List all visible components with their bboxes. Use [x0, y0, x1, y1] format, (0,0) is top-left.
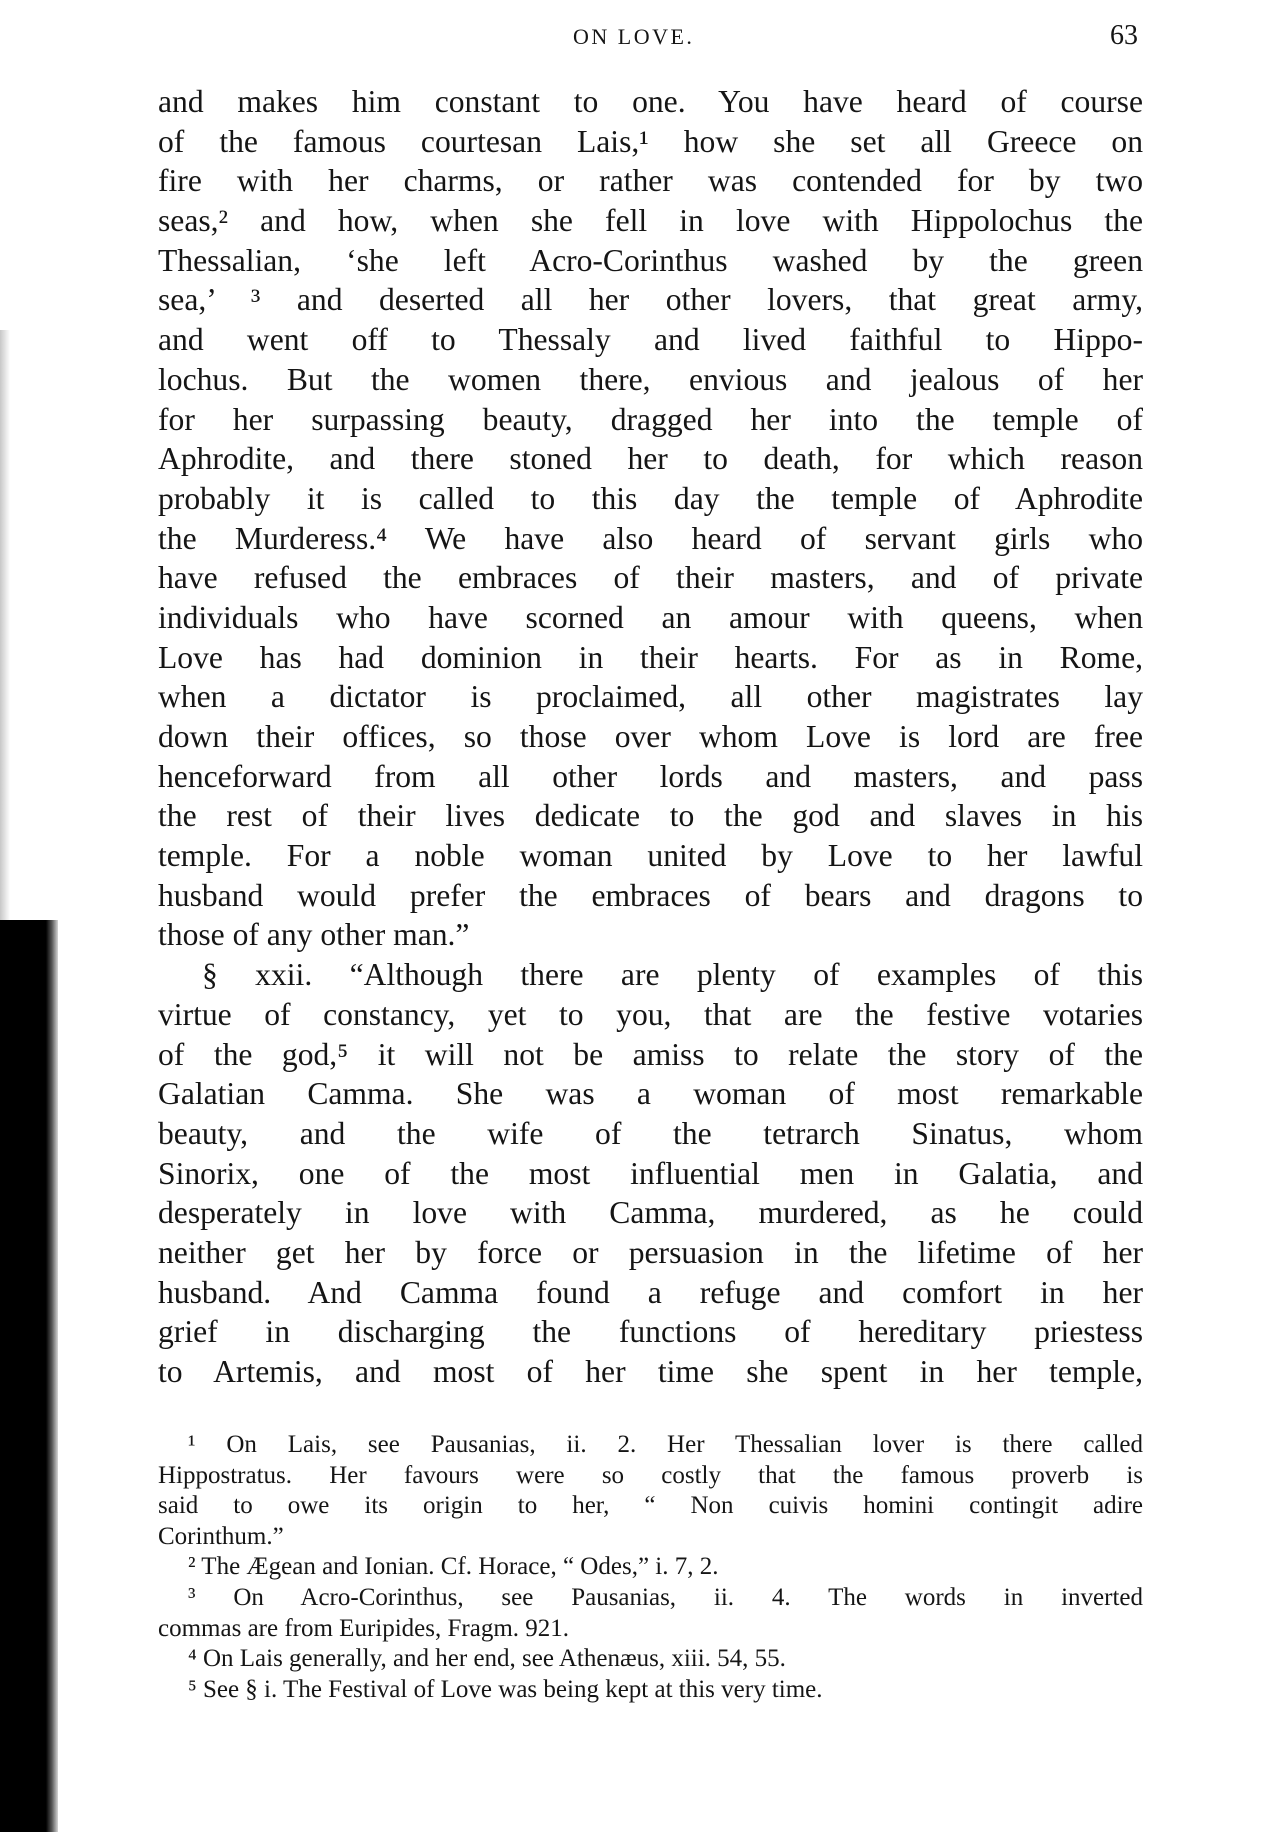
- text-line: husband. And Camma found a refuge and comfort in her: [158, 1274, 1143, 1310]
- paragraph-end-line: those of any other man.”: [158, 917, 470, 953]
- main-text: [158, 82, 1143, 1392]
- text-line: and went off to Thessaly and lived faithful to Hippo-: [158, 322, 1143, 358]
- text-line: temple. For a noble woman united by Love to her lawful: [158, 838, 1143, 874]
- text-line: Galatian Camma. She was a woman of most remarkable: [158, 1076, 1143, 1112]
- text-line: probably it is called to this day the temple of Aphrodite: [158, 480, 1143, 516]
- footnote-3: ³ On Acro-Corinthus, see Pausanias, ii. 4. The words in inverted: [188, 1583, 1143, 1611]
- text-line: have refused the embraces of their masters, and of private: [158, 560, 1143, 596]
- text-line: Love has had dominion in their hearts. For as in Rome,: [158, 639, 1143, 675]
- text-line: down their offices, so those over whom Love is lord are free: [158, 719, 1143, 754]
- page-number: 63: [1110, 20, 1138, 51]
- text-line: husband would prefer the embraces of bears and dragons to: [158, 877, 1143, 913]
- text-line: and makes him constant to one. You have heard of course: [158, 84, 1143, 119]
- text-line: of the famous courtesan Lais,¹ how she set all Greece on: [158, 123, 1143, 159]
- text-line: desperately in love with Camma, murdered, as he could: [158, 1195, 1143, 1231]
- footnote-5: ⁵ See § i. The Festival of Love was being kept at this very time.: [188, 1675, 823, 1703]
- text-line: for her surpassing beauty, dragged her into the temple of: [158, 401, 1143, 437]
- text-line: the rest of their lives dedicate to the god and slaves in his: [158, 798, 1143, 834]
- section-start-line: § xxii. “Although there are plenty of examples of this: [202, 957, 1143, 993]
- footnote-1: ¹ On Lais, see Pausanias, ii. 2. Her Thessalian lover is there called: [188, 1431, 1143, 1458]
- footnote-line: commas are from Euripides, Fragm. 921.: [158, 1614, 570, 1642]
- running-head: ON LOVE.: [573, 24, 695, 49]
- text-line: henceforward from all other lords and masters, and pass: [158, 758, 1143, 794]
- text-line: to Artemis, and most of her time she spent in her temple,: [158, 1354, 1143, 1389]
- book-binding-edge: [0, 920, 58, 1832]
- text-line: virtue of constancy, yet to you, that are the festive votaries: [158, 996, 1143, 1032]
- text-line: lochus. But the women there, envious and jealous of her: [158, 361, 1143, 397]
- page-edge-shadow: [0, 330, 10, 930]
- text-line: Aphrodite, and there stoned her to death, for which reason: [158, 441, 1143, 477]
- text-line: of the god,⁵ it will not be amiss to relate the story of the: [158, 1036, 1143, 1072]
- text-line: seas,² and how, when she fell in love with Hippolochus the: [158, 203, 1143, 239]
- text-line: neither get her by force or persuasion in the lifetime of her: [158, 1234, 1143, 1270]
- page-header: [158, 20, 1158, 60]
- footnote-line: said to owe its origin to her, “ Non cuivis homini contingit adire: [158, 1492, 1143, 1520]
- footnote-4: ⁴ On Lais generally, and her end, see Athenæus, xiii. 54, 55.: [188, 1645, 786, 1673]
- text-line: when a dictator is proclaimed, all other magistrates lay: [158, 679, 1143, 715]
- text-line: beauty, and the wife of the tetrarch Sinatus, whom: [158, 1115, 1143, 1151]
- text-line: fire with her charms, or rather was contended for by two: [158, 163, 1143, 199]
- text-line: sea,’ ³ and deserted all her other lovers, that great army,: [158, 282, 1143, 318]
- footnote-line: Corinthum.”: [158, 1522, 284, 1550]
- text-line: Sinorix, one of the most influential men in Galatia, and: [158, 1155, 1143, 1191]
- footnotes: [158, 1430, 1143, 1705]
- text-line: the Murderess.⁴ We have also heard of servant girls who: [158, 520, 1143, 556]
- footnote-2: ² The Ægean and Ionian. Cf. Horace, “ Odes,” i. 7, 2.: [188, 1553, 719, 1581]
- text-line: individuals who have scorned an amour with queens, when: [158, 599, 1143, 635]
- text-line: Thessalian, ‘she left Acro-Corinthus washed by the green: [158, 242, 1143, 278]
- text-line: grief in discharging the functions of hereditary priestess: [158, 1314, 1143, 1350]
- footnote-line: Hippostratus. Her favours were so costly that the famous proverb is: [158, 1461, 1143, 1489]
